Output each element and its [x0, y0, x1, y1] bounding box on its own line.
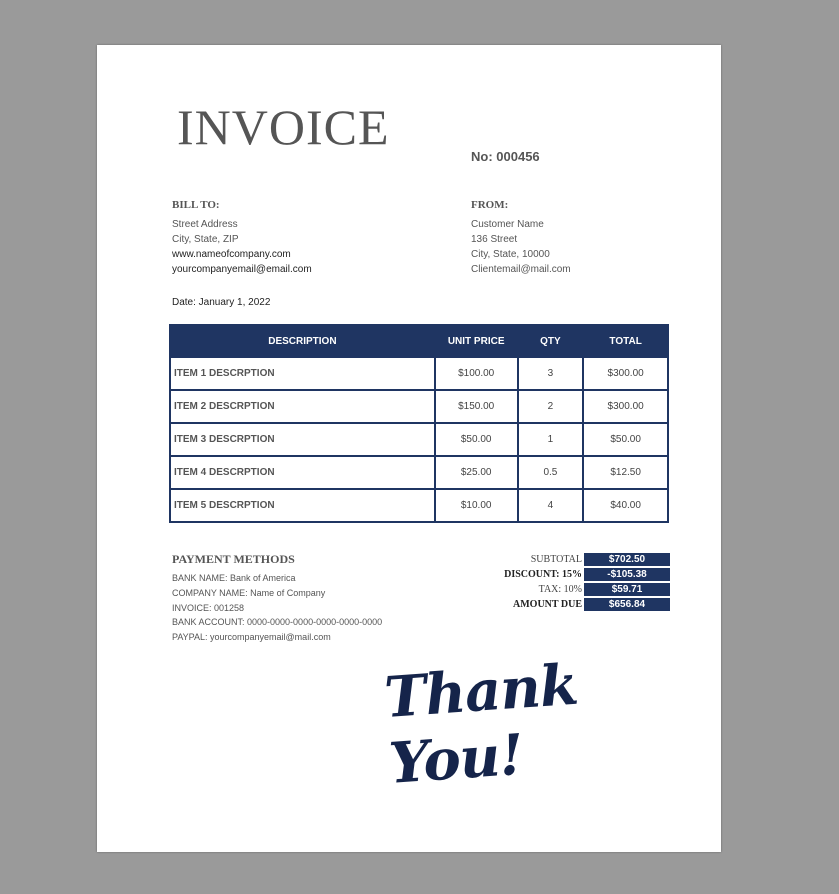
item-description: ITEM 4 DESCRPTION: [170, 456, 435, 489]
item-unit-price: $100.00: [435, 357, 518, 390]
amount-due-row: [492, 597, 670, 611]
payment-line-company-name: COMPANY NAME: Name of Company: [172, 587, 326, 598]
header-total: TOTAL: [583, 325, 668, 357]
item-unit-price: $25.00: [435, 456, 518, 489]
item-description: ITEM 1 DESCRPTION: [170, 357, 435, 390]
bill-to-heading: BILL TO:: [172, 199, 220, 211]
invoice-number: No: 000456: [471, 149, 540, 164]
discount-label: DISCOUNT: 15%: [504, 568, 582, 580]
table-header-row: [170, 325, 668, 357]
item-unit-price: $10.00: [435, 489, 518, 522]
item-total: $12.50: [583, 456, 668, 489]
table-row: [170, 357, 668, 390]
payment-line-invoice: INVOICE: 001258: [172, 602, 245, 613]
table-row: [170, 489, 668, 522]
tax-label: TAX: 10%: [538, 583, 582, 595]
from-line: Customer Name: [471, 219, 544, 230]
item-total: $300.00: [583, 390, 668, 423]
item-unit-price: $50.00: [435, 423, 518, 456]
bill-to-line: City, State, ZIP: [172, 234, 239, 245]
payment-line-bank-name: BANK NAME: Bank of America: [172, 573, 296, 583]
item-qty: 0.5: [518, 456, 584, 489]
item-description: ITEM 3 DESCRPTION: [170, 423, 435, 456]
table-row: [170, 390, 668, 423]
from-heading: FROM:: [471, 199, 509, 211]
item-qty: 4: [518, 489, 584, 522]
from-line: 136 Street: [471, 234, 518, 245]
discount-value: -$105.38: [584, 568, 670, 581]
subtotal-label: SUBTOTAL: [530, 553, 582, 565]
bill-to-email: yourcompanyemail@email.com: [172, 264, 312, 275]
invoice-title: INVOICE: [177, 99, 390, 155]
bill-to-line: Street Address: [172, 219, 238, 230]
item-total: $40.00: [583, 489, 668, 522]
totals-block: [492, 552, 670, 612]
subtotal-value: $702.50: [584, 553, 670, 566]
header-description: DESCRIPTION: [170, 325, 435, 357]
subtotal-row: [492, 552, 670, 566]
discount-row: [492, 567, 670, 581]
invoice-page: [97, 45, 721, 852]
from-block: [471, 199, 571, 277]
payment-line-paypal: PAYPAL: yourcompanyemail@mail.com: [172, 632, 331, 643]
amount-due-value: $656.84: [584, 598, 670, 611]
tax-value: $59.71: [584, 583, 670, 596]
item-total: $50.00: [583, 423, 668, 456]
header-qty: QTY: [518, 325, 584, 357]
items-table: [169, 324, 669, 523]
amount-due-label: AMOUNT DUE: [513, 598, 582, 610]
from-email: Clientemail@mail.com: [471, 264, 571, 275]
item-total: $300.00: [583, 357, 668, 390]
bill-to-block: [172, 199, 312, 277]
bill-to-website: www.nameofcompany.com: [172, 249, 291, 260]
table-row: [170, 456, 668, 489]
table-row: [170, 423, 668, 456]
payment-line-bank-account: BANK ACCOUNT: 0000-0000-0000-0000-0000-0000: [172, 617, 383, 628]
item-description: ITEM 2 DESCRPTION: [170, 390, 435, 423]
payment-methods-heading: PAYMENT METHODS: [172, 552, 295, 566]
header-unit-price: UNIT PRICE: [435, 325, 518, 357]
thank-you-script: Thank You!: [382, 651, 580, 797]
item-description: ITEM 5 DESCRPTION: [170, 489, 435, 522]
item-qty: 1: [518, 423, 584, 456]
invoice-date: Date: January 1, 2022: [172, 297, 271, 308]
payment-methods-block: [172, 552, 382, 645]
item-qty: 2: [518, 390, 584, 423]
tax-row: [492, 582, 670, 596]
from-line: City, State, 10000: [471, 249, 550, 260]
item-qty: 3: [518, 357, 584, 390]
item-unit-price: $150.00: [435, 390, 518, 423]
